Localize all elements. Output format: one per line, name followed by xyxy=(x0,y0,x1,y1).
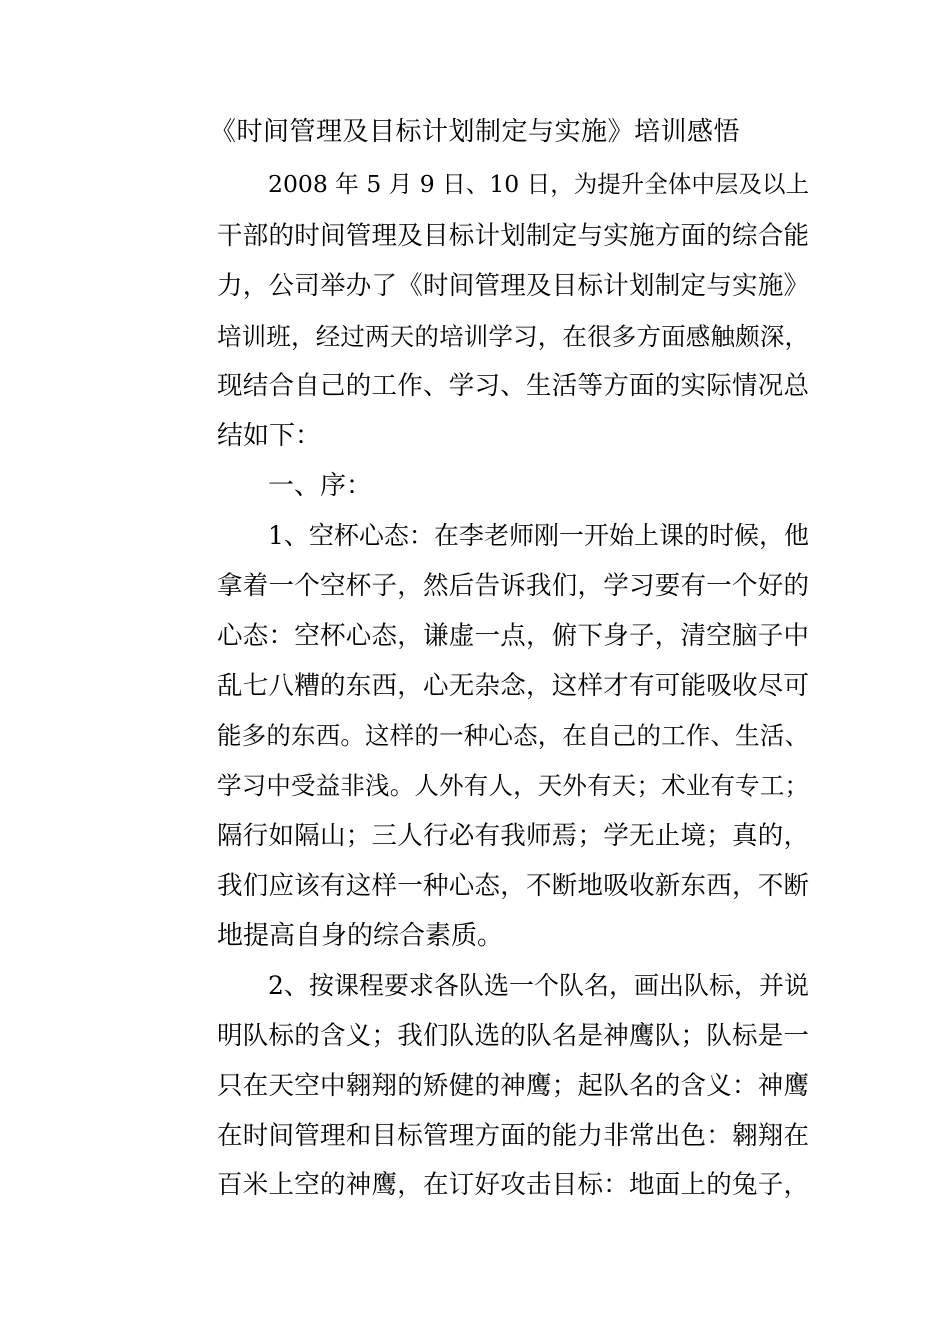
document-title: 《时间管理及目标计划制定与实施》培训感悟 xyxy=(209,117,740,147)
paragraph-line: 地提高自身的综合素质。 xyxy=(217,921,504,951)
paragraph-line: 明队标的含义；我们队选的队名是神鹰队；队标是一 xyxy=(217,1021,809,1051)
paragraph-line: 能多的东西。这样的一种心态，在自己的工作、生活、 xyxy=(217,721,809,750)
paragraph-line: 培训班，经过两天的培训学习，在很多方面感触颇深， xyxy=(217,322,809,351)
paragraph-line: 心态：空杯心态，谦虚一点，俯下身子，清空脑子中 xyxy=(217,621,809,651)
paragraph-line: 只在天空中翱翔的矫健的神鹰；起队名的含义：神鹰 xyxy=(217,1071,809,1101)
paragraph-line: 2008 年 5 月 9 日、10 日，为提升全体中层及以上 xyxy=(268,170,809,198)
section-heading: 一、序： xyxy=(268,471,373,501)
paragraph-line: 乱七八糟的东西，心无杂念，这样才有可能吸收尽可 xyxy=(217,671,809,701)
paragraph-line: 现结合自己的工作、学习、生活等方面的实际情况总 xyxy=(217,371,809,401)
paragraph-line: 2、按课程要求各队选一个队名，画出队标，并说 xyxy=(268,971,809,1000)
paragraph-line: 1、空杯心态：在李老师刚一开始上课的时候，他 xyxy=(268,521,809,550)
paragraph-line: 拿着一个空杯子，然后告诉我们，学习要有一个好的 xyxy=(217,571,809,601)
paragraph-line: 隔行如隔山；三人行必有我师焉；学无止境；真的， xyxy=(217,821,809,851)
paragraph-line: 在时间管理和目标管理方面的能力非常出色：翱翔在 xyxy=(217,1121,809,1151)
paragraph-line: 百米上空的神鹰，在订好攻击目标：地面上的兔子， xyxy=(217,1170,809,1200)
paragraph-line: 干部的时间管理及目标计划制定与实施方面的综合能 xyxy=(217,221,809,251)
paragraph-line: 力，公司举办了《时间管理及目标计划制定与实施》 xyxy=(217,271,809,301)
paragraph-line: 学习中受益非浅。人外有人，天外有天；术业有专工； xyxy=(217,771,809,800)
paragraph-line: 结如下： xyxy=(217,421,322,451)
paragraph-line: 我们应该有这样一种心态，不断地吸收新东西，不断 xyxy=(217,871,809,901)
